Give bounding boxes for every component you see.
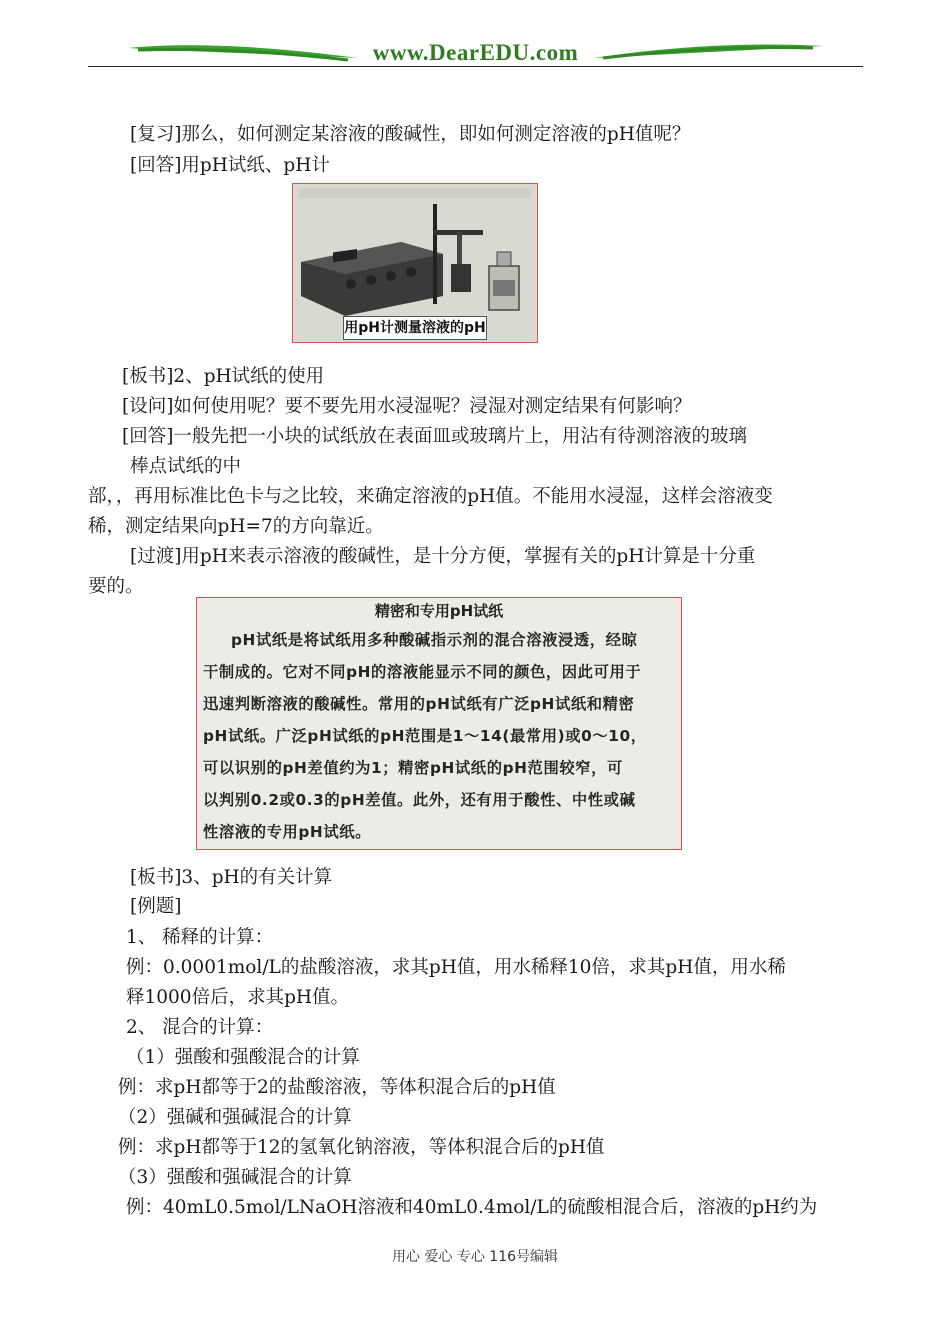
site-logo: www.DearEDU.com — [372, 40, 579, 65]
question-line: [设问]如何使用呢？要不要先用水浸湿呢？浸湿对测定结果有何影响？ — [122, 396, 692, 417]
base-base-example: 例：求pH都等于12的氢氧化钠溶液，等体积混合后的pH值 — [118, 1137, 605, 1158]
excerpt-title: 精密和专用pH试纸 — [374, 602, 504, 620]
excerpt-line: pH试纸。广泛pH试纸的pH范围是1～14(最常用)或0～10， — [203, 727, 647, 745]
board-note-3: [板书]3、pH的有关计算 — [130, 867, 333, 888]
ph-paper-excerpt — [196, 597, 682, 850]
board-note-2: [板书]2、pH试纸的使用 — [122, 366, 325, 387]
answer-line-1: [回答]一般先把一小块的试纸放在表面皿或玻璃片上，用沾有待测溶液的玻璃 — [122, 426, 747, 447]
excerpt-line: 迅速判断溶液的酸碱性。常用的pH试纸有广泛pH试纸和精密 — [203, 695, 635, 713]
mixing-heading: 2、 混合的计算： — [126, 1017, 274, 1038]
acid-base-heading: （3）强酸和强碱混合的计算 — [118, 1167, 352, 1188]
excerpt-line: 干制成的。它对不同pH的溶液能显示不同的颜色，因此可用于 — [203, 663, 642, 681]
excerpt-line: 可以识别的pH差值约为1；精密pH试纸的pH范围较窄，可 — [203, 759, 623, 777]
example-heading: [例题] — [130, 896, 182, 917]
excerpt-line: 性溶液的专用pH试纸。 — [203, 823, 372, 841]
excerpt-line: 以判别0.2或0.3的pH差值。此外，还有用于酸性、中性或碱 — [203, 791, 636, 809]
acid-acid-heading: （1）强酸和强酸混合的计算 — [126, 1047, 360, 1068]
dilution-heading: 1、 稀释的计算： — [126, 927, 274, 948]
acid-acid-example: 例：求pH都等于2的盐酸溶液，等体积混合后的pH值 — [118, 1077, 556, 1098]
transition-line-2: 要的。 — [88, 576, 144, 597]
ph-meter-photo — [292, 183, 538, 343]
swoosh-right-icon — [593, 36, 823, 70]
answer-line-2: 棒点试纸的中 — [130, 456, 242, 477]
base-base-heading: （2）强碱和强碱混合的计算 — [118, 1107, 352, 1128]
answer-line-4: 稀，测定结果向pH=7的方向靠近。 — [88, 516, 384, 537]
acid-base-example: 例：40mL0.5mol/LNaOH溶液和40mL0.4mol/L的硫酸相混合后，溶液的pH约为 — [126, 1197, 818, 1218]
answer-line-3: 部，，再用标准比色卡与之比较，来确定溶液的pH值。不能用水浸湿，这样会溶液变 — [88, 486, 773, 507]
site-header — [88, 36, 863, 70]
paragraph-review: [复习]那么，如何测定某溶液的酸碱性，即如何测定溶液的pH值呢？ — [130, 124, 691, 145]
excerpt-line: pH试纸是将试纸用多种酸碱指示剂的混合溶液浸透，经晾 — [231, 631, 638, 649]
dilution-example-2: 释1000倍后，求其pH值。 — [126, 987, 350, 1008]
photo-caption: 用pH计测量溶液的pH — [343, 316, 487, 340]
dilution-example-1: 例：0.0001mol/L的盐酸溶液，求其pH值，用水稀释10倍，求其pH值，用水稀 — [126, 957, 786, 978]
paragraph-answer: [回答]用pH试纸、pH计 — [130, 155, 330, 176]
transition-line-1: [过渡]用pH来表示溶液的酸碱性，是十分方便，掌握有关的pH计算是十分重 — [130, 546, 756, 567]
page-footer: 用心 爱心 专心 116号编辑 — [391, 1249, 559, 1265]
header-rule — [88, 66, 863, 67]
